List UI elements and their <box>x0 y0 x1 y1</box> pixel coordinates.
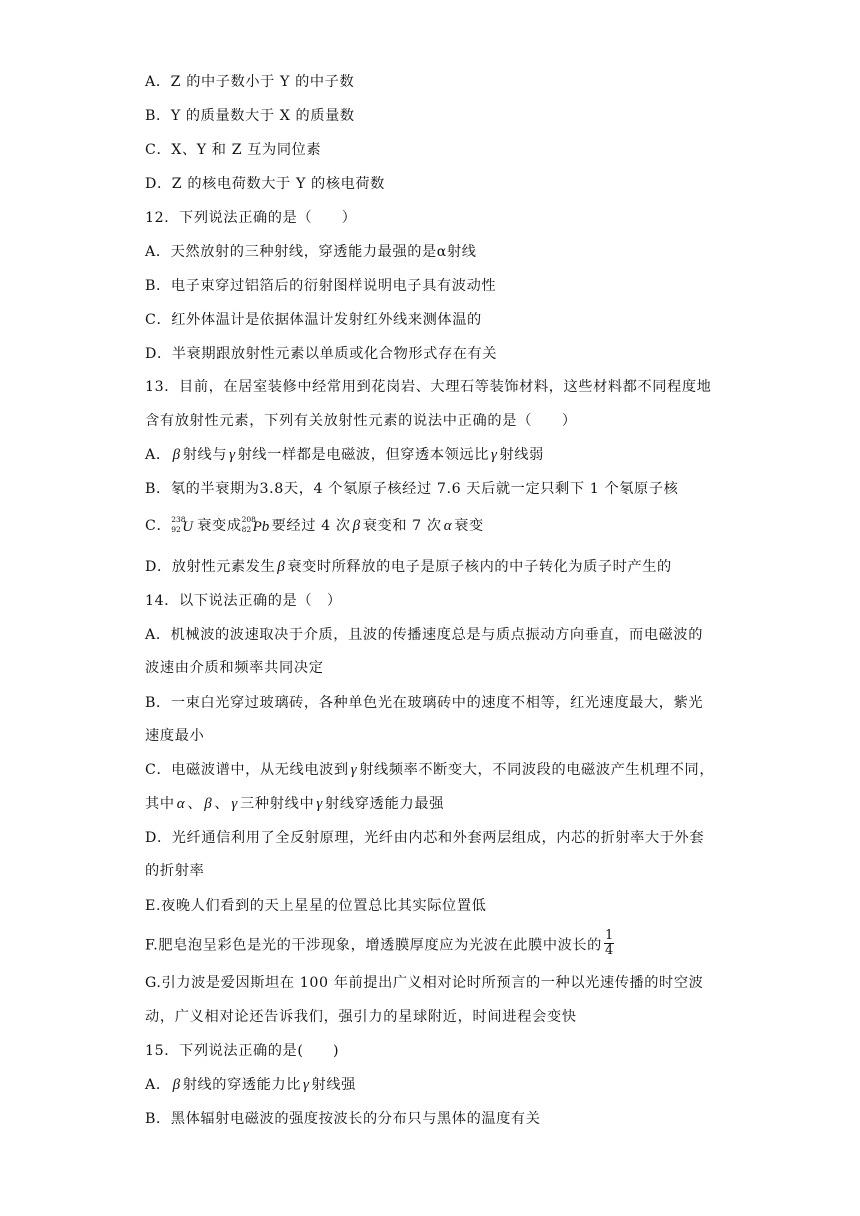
q14-stem: 14．以下说法正确的是（ ） <box>145 593 342 609</box>
option-text: C．电磁波谱中，从无线电波到 <box>145 762 349 778</box>
fraction-numerator: 1 <box>604 928 614 943</box>
gamma-symbol: γ <box>229 447 236 463</box>
q14-option-a-line2: 波速由介质和频率共同决定 <box>145 660 324 676</box>
q14-option-a-line1: A．机械波的波速取决于介质，且波的传播速度总是与质点振动方向垂直，而电磁波的 <box>145 627 703 643</box>
option-text: 射线的穿透能力比 <box>182 1077 302 1093</box>
gamma-symbol: γ <box>350 762 358 778</box>
option-text: 射线与 <box>182 447 228 463</box>
mass-number: 238 <box>171 515 186 524</box>
q14-option-g-line1: G.引力波是爱因斯坦在 100 年前提出广义相对论时所预言的一种以光速传播的时空波 <box>145 975 704 991</box>
option-text: 射线穿透能力最强 <box>325 796 445 812</box>
q15-option-b: B．黑体辐射电磁波的强度按波长的分布只与黑体的温度有关 <box>145 1111 541 1127</box>
atomic-number: 92 <box>171 525 181 534</box>
q14-option-c-line2 <box>145 794 725 814</box>
q13-stem-line1: 13．目前，在居室装修中经常用到花岗岩、大理石等装饰材料，这些材料都不同程度地 <box>145 379 712 395</box>
q13-stem-line2: 含有放射性元素，下列有关放射性元素的说法中正确的是（ ） <box>145 413 577 429</box>
beta-symbol: β <box>352 518 361 534</box>
q11-option-c: C．X、Y 和 Z 互为同位素 <box>145 142 322 158</box>
option-text: 衰变 <box>454 518 484 534</box>
option-text: 三种射线中 <box>239 796 315 812</box>
q14-option-b-line1: B．一束白光穿过玻璃砖，各种单色光在玻璃砖中的速度不相等，红光速度最大，紫光 <box>145 695 704 711</box>
q14-option-b-line2: 速度最小 <box>145 728 205 744</box>
fraction-one-quarter <box>604 929 614 958</box>
option-text: F.肥皂泡呈彩色是光的干涉现象，增透膜厚度应为光波在此膜中波长的 <box>145 937 602 954</box>
element-symbol: Pb <box>252 519 270 535</box>
option-text: D．放射性元素发生 <box>145 559 276 575</box>
element-symbol: U <box>182 519 194 535</box>
q14-option-f <box>145 928 725 960</box>
q13-option-d <box>145 557 725 577</box>
q15-stem: 15．下列说法正确的是( ) <box>145 1043 340 1059</box>
q15-option-a <box>145 1075 725 1095</box>
option-label: A． <box>145 447 171 463</box>
option-label: C． <box>145 518 172 534</box>
option-text: 要经过 4 次 <box>271 518 351 534</box>
lead-208-isotope <box>242 516 272 536</box>
atomic-number: 82 <box>241 525 252 534</box>
separator: 、 <box>214 796 230 812</box>
option-text: 其中 <box>145 796 175 812</box>
alpha-symbol: α <box>443 518 453 534</box>
q12-stem: 12．下列说法正确的是（ ） <box>145 210 357 226</box>
q12-option-c: C．红外体温计是依据体温计发射红外线来测体温的 <box>145 312 482 328</box>
mass-number: 208 <box>241 515 256 524</box>
option-text: 射线弱 <box>499 447 544 463</box>
q13-option-b: B．氡的半衰期为3.8天，4 个氡原子核经过 7.6 天后就一定只剩下 1 个氡原子核 <box>145 481 679 497</box>
gamma-symbol: γ <box>316 796 324 812</box>
q12-option-a: A．天然放射的三种射线，穿透能力最强的是α射线 <box>145 244 477 260</box>
q13-option-a <box>145 445 725 465</box>
option-text: 射线强 <box>311 1077 356 1093</box>
q14-option-d-line1: D．光纤通信利用了全反射原理，光纤由内芯和外套两层组成，内芯的折射率大于外套 <box>145 830 705 846</box>
q13-option-c <box>145 516 725 536</box>
option-text: 衰变成 <box>197 518 242 534</box>
option-text: 射线一样都是电磁波，但穿透本领远比 <box>237 447 489 463</box>
separator: 、 <box>187 796 203 812</box>
alpha-symbol: α <box>176 796 186 812</box>
beta-symbol: β <box>172 447 181 463</box>
option-label: A． <box>145 1077 171 1093</box>
option-text: 射线频率不断变大，不同波段的电磁波产生机理不同， <box>359 762 715 778</box>
q14-option-g-line2: 动，广义相对论还告诉我们，强引力的星球附近，时间进程会变快 <box>145 1009 577 1025</box>
q11-option-a: A．Z 的中子数小于 Y 的中子数 <box>145 74 355 90</box>
q11-option-d: D．Z 的核电荷数大于 Y 的核电荷数 <box>145 176 385 192</box>
q14-option-e: E.夜晚人们看到的天上星星的位置总比其实际位置低 <box>145 898 487 914</box>
fraction-denominator: 4 <box>604 943 614 958</box>
beta-symbol: β <box>204 796 213 812</box>
gamma-symbol: γ <box>491 447 498 463</box>
beta-symbol: β <box>277 559 286 575</box>
option-text: 衰变时所释放的电子是原子核内的中子转化为质子时产生的 <box>287 559 672 575</box>
option-text: 衰变和 7 次 <box>362 518 442 534</box>
q14-option-d-line2: 的折射率 <box>145 863 205 879</box>
beta-symbol: β <box>172 1077 181 1093</box>
q12-option-d: D．半衰期跟放射性元素以单质或化合物形式存在有关 <box>145 346 498 362</box>
uranium-238-isotope <box>171 516 197 536</box>
gamma-symbol: γ <box>231 796 238 812</box>
q12-option-b: B．电子束穿过铝箔后的衍射图样说明电子具有波动性 <box>145 278 497 294</box>
q14-option-c-line1 <box>145 760 725 780</box>
q11-option-b: B．Y 的质量数大于 X 的质量数 <box>145 108 355 124</box>
gamma-symbol: γ <box>303 1077 310 1093</box>
